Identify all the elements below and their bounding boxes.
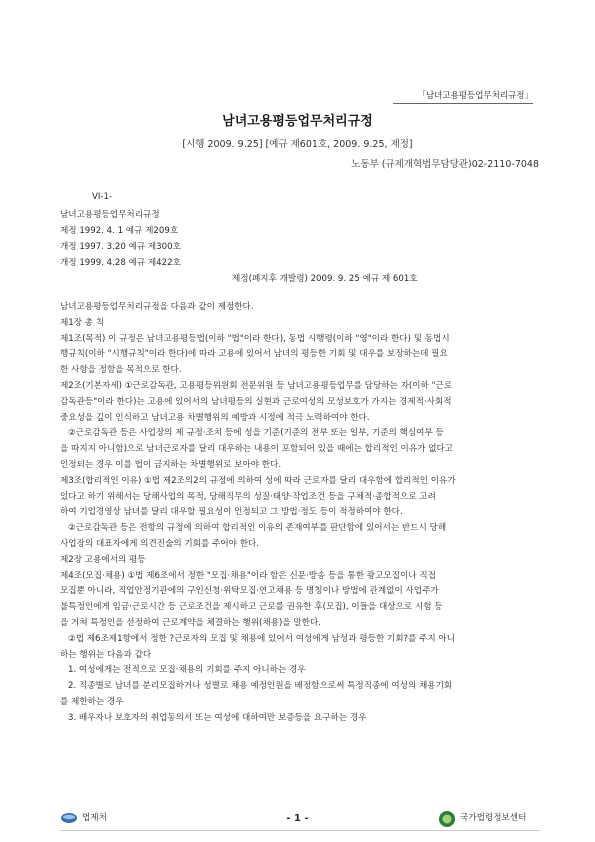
article-line: ②근로감독관 등은 전항의 규정에 의하여 합리적인 이유의 존재여부를 판단함에 있어서는 반드시 당해 [68,523,447,534]
history-item: 제정 1992. 4. 1 예규 제209호 [60,226,179,236]
list-item: 를 제한하는 경우 [60,696,124,707]
article-line: 제3조(합리적인 이유) ①법 제2조의2의 규정에 의하여 성에 따라 근로자를 달리 대우함에 합리적인 이유가 [60,475,456,486]
body-line: 남녀고용평등업무처리규정을 다음과 같이 제정한다. [60,302,254,312]
article-line: 있다고 하기 위해서는 당해사업의 목적, 당해직무의 성질·태양·작업조건 등을 구체적·종합적으로 고려 [60,491,436,502]
article-line: 인정되는 경우 이를 법이 금지하는 차별행위로 보아야 한다. [60,459,282,470]
article-line: 제2조(기본자세) ①근로감독관, 고용평등위원회 전문위원 등 남녀고용평등업무를 담당하는 자(이하 "근로 [60,380,453,391]
list-item: 3. 배우자나 보호자의 취업동의서 또는 여성에 대하여만 보증등을 요구하는 경우 [68,712,367,723]
article-line: 중요성을 깊이 인식하고 남녀고용 차별행위의 예방과 시정에 적극 노력하여야 한다. [60,412,370,423]
history-item: 개정 1999. 4.28 예규 제422호 [60,258,181,268]
footer-left-label: 법제처 [82,813,107,823]
page-number: - 1 - [286,813,309,824]
list-item: 1. 여성에게는 전적으로 모집·채용의 기회를 주지 아니하는 경우 [68,665,306,676]
article-line: 제4조(모집·채용) ①법 제6조에서 정한 "모집·채용"이라 함은 신문·방송 등을 통한 광고모집이나 직접 [60,570,436,581]
list-item: 2. 직종별로 남녀를 분리모집하거나 성별로 채용 예정인원을 배정함으로써 특정직종에 여성의 채용기회 [68,681,453,692]
article-line: 행규칙(이하 "시행규칙"이라 한다)에 따라 고용에 있어서 남녀의 평등한 기회 및 대우를 보장하는데 필요 [60,349,448,360]
footer-right-label: 국가법령정보센터 [460,813,527,823]
article-line: 하는 행위는 다음과 같다 [60,649,152,660]
history-title: 남녀고용평등업무처리규정 [60,210,160,220]
article-line: 불특정인에게 임금·근로시간 등 근로조건을 제시하고 근로를 권유한 후(모집), 이들을 대상으로 시험 등 [60,602,443,613]
article-line: 하여 기업경영상 남녀를 달리 대우할 필요성이 인정되고 그 방법·정도 등이 적정하여야 한다. [60,507,403,518]
document-body [60,300,538,727]
law-info-center-logo-icon [438,810,456,828]
article-line: 모집뿐 아니라, 직업안정기관에의 구인신청·위탁모집·연고채용 등 명칭이나 방법에 관계없이 사업주가 [60,586,439,597]
article-line: 사업장의 대표자에게 의견진술의 기회를 주어야 한다. [60,538,260,549]
article-line: 을 거쳐 특정인을 선정하여 근로계약을 체결하는 행위(채용)을 말한다. [60,617,322,628]
article-line: 감독관등"이라 한다)는 고용에 있어서의 남녀평등의 실현과 근로여성의 모성보호가 가지는 경제적·사회적 [60,396,452,407]
article-line: 제1조(목적) 이 규정은 남녀고용평등법(이하 "법"이라 한다), 동법 시행령(이하 "영"이라 한다) 및 동법시 [60,333,450,344]
enactment-note: 제정(폐지후 개발령) 2009. 9. 25 예규 제 601호 [232,274,418,284]
history-item: 개정 1997. 3.20 예규 제300호 [60,242,181,252]
article-line: ②법 제6조제1항에서 정한 ?근로자의 모집 및 채용에 있어서 여성에게 남성과 평등한 기회?를 주지 아니 [68,633,456,644]
enactment-info: [시행 2009. 9.25] [예규 제601호, 2009. 9.25, 제정] [182,139,413,150]
article-line: 을 따지지 아니함)으로 남녀근로자를 달리 대우하는 내용이 포함되어 있을 때에는 합리적인 이유가 없다고 [60,444,454,455]
chapter-heading: 제1장 총 칙 [60,317,105,328]
article-line: ②근로감독관 등은 사업장의 제 규정·조치 등에 성을 기준(기준의 전부 또는 일부, 기준의 핵심여부 등 [68,428,444,439]
article-line: 한 사항을 정함을 목적으로 한다. [60,365,182,376]
footer-divider [60,830,540,831]
document-header-tag: 「남녀고용평등업무처리규정」 [393,89,533,104]
department-contact: 노동부 (규제개혁법무담당관)02-2110-7048 [351,159,539,170]
page-title: 남녀고용평등업무처리규정 [222,114,373,129]
chapter-heading: 제2장 고용에서의 평등 [60,554,146,565]
history-code: VI-1- [92,192,113,202]
